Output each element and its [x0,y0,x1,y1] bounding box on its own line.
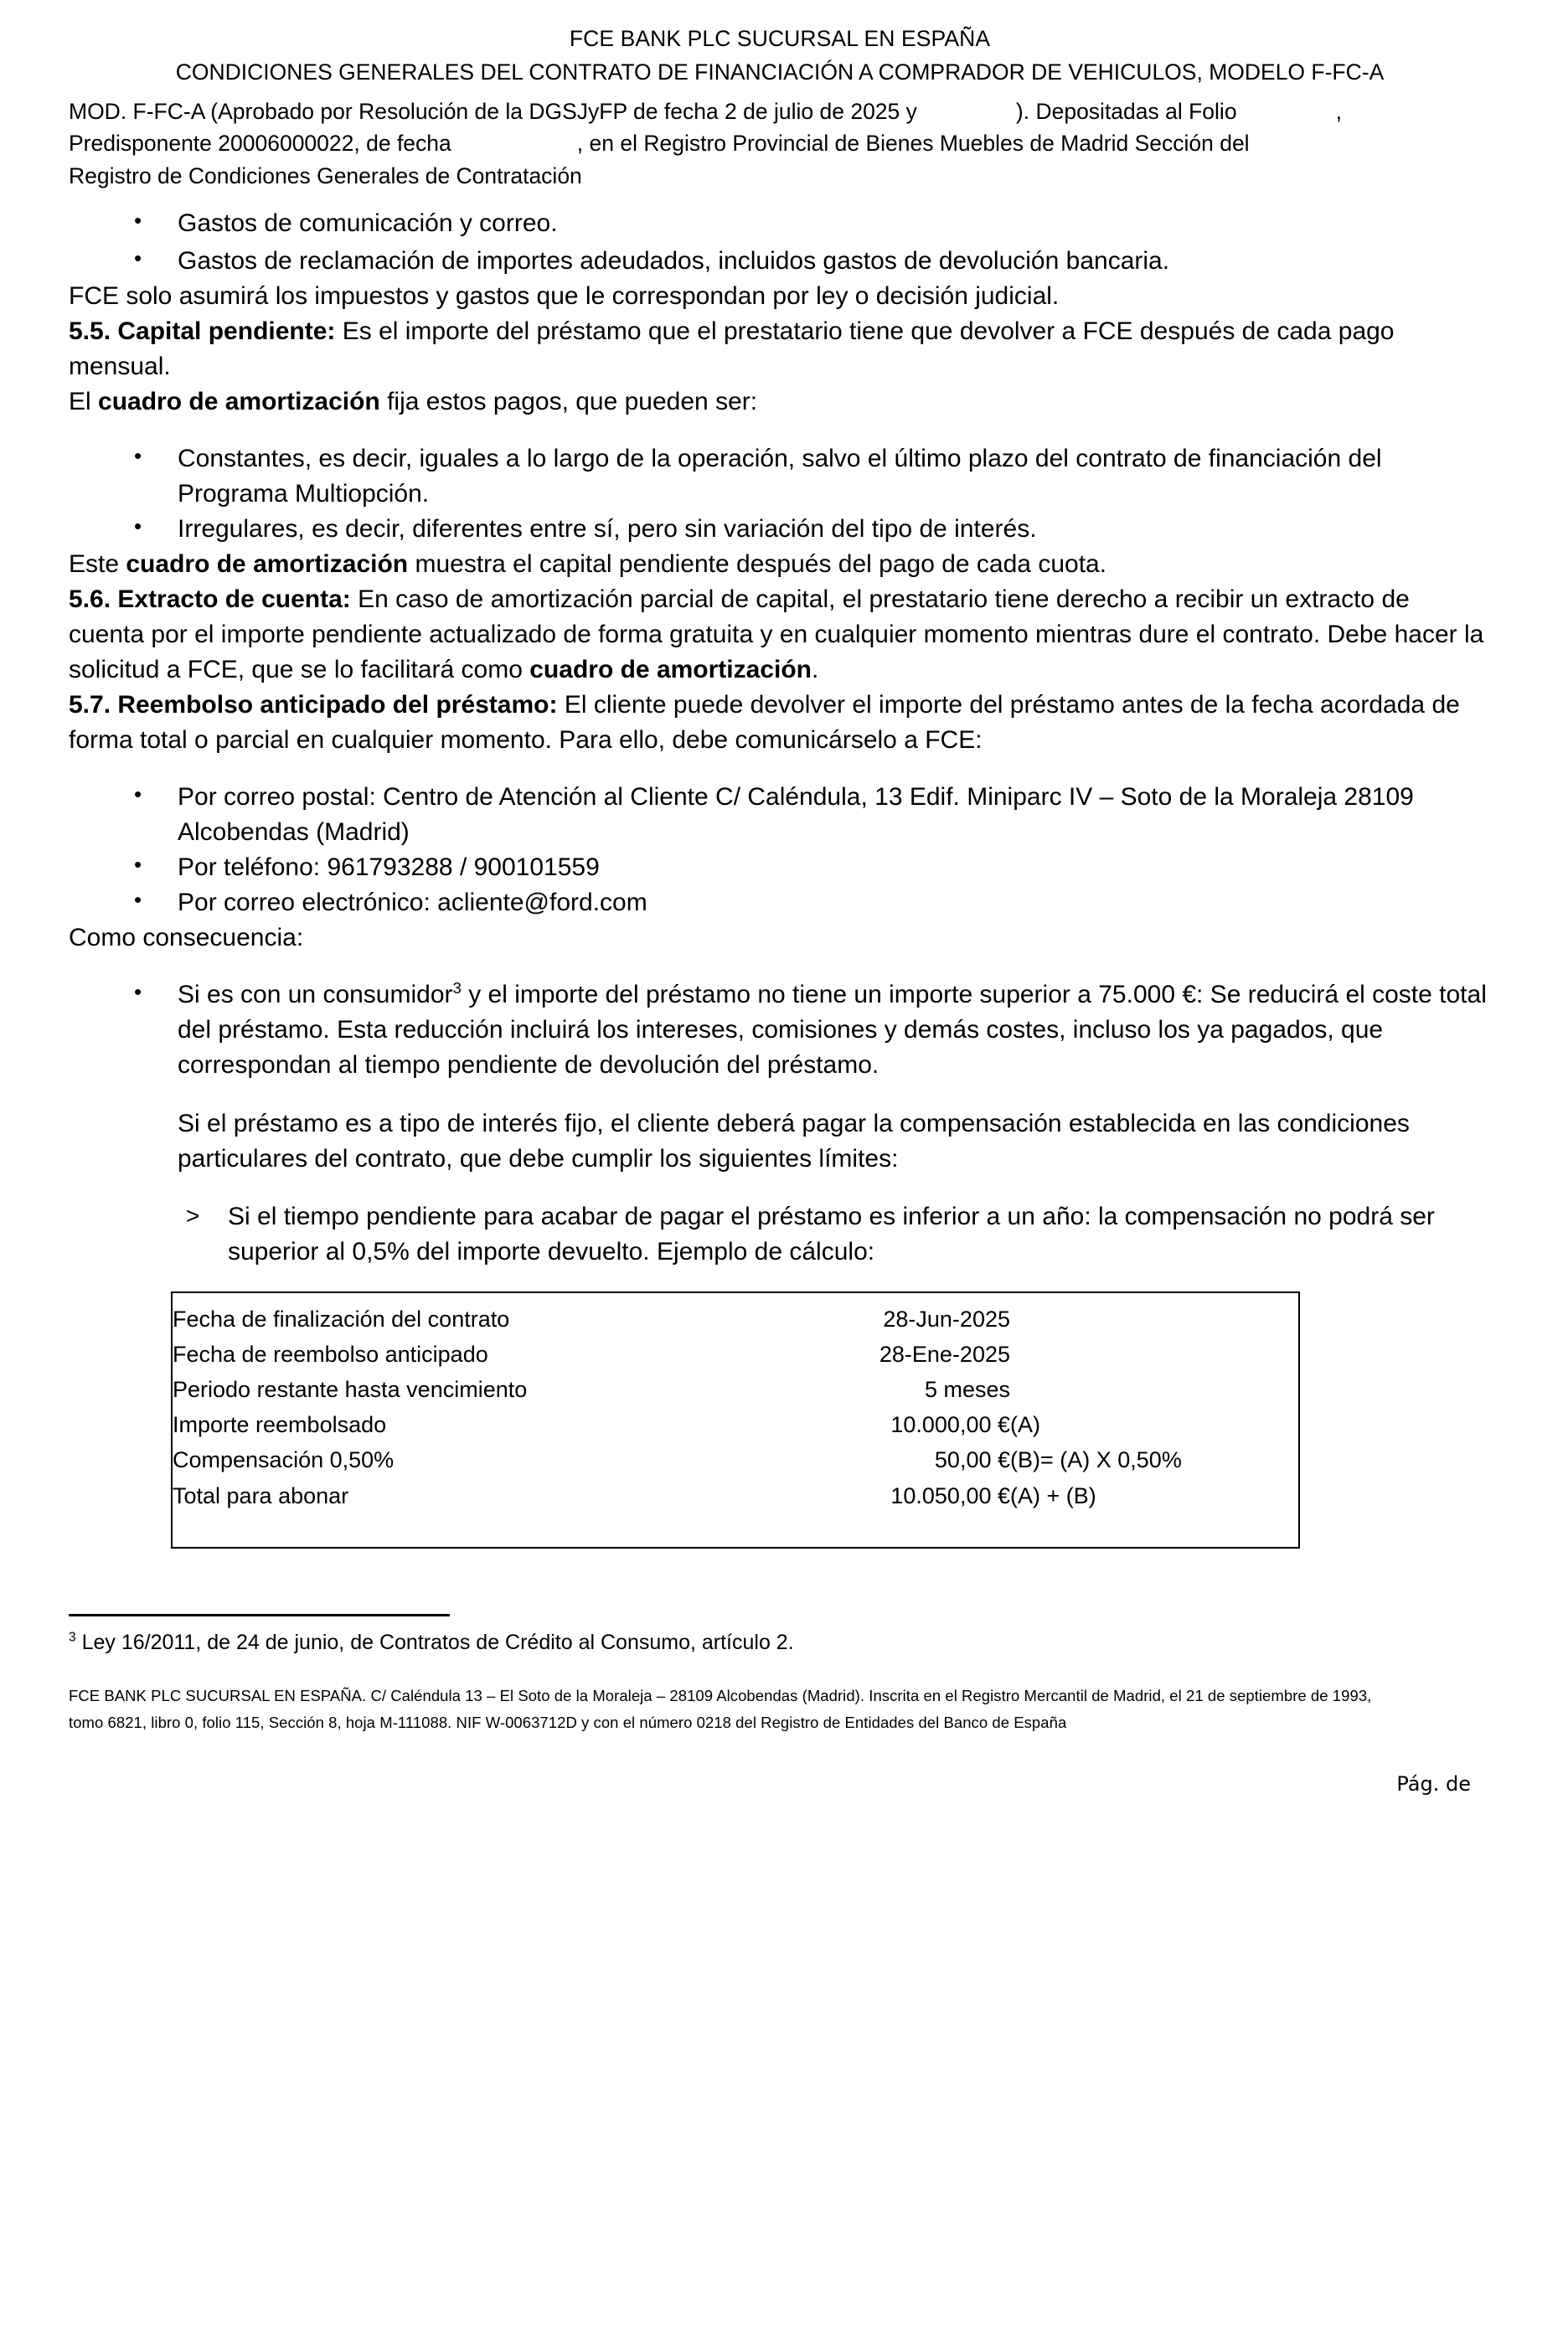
section-5-6-title: 5.6. Extracto de cuenta: [69,585,351,613]
contacto-bullet-list [69,780,1491,920]
footnote-separator [69,1614,450,1616]
table-cell-note: (B)= (A) X 0,50% [1010,1447,1182,1473]
list-item: • Constantes, es decir, iguales a lo largo de la operación, salvo el último plazo del contrato de financiación del Programa Multiopción. [69,441,1491,512]
limites-arrow-list [69,1199,1491,1270]
cuadro-fija-pre: El [69,387,99,415]
company-title: FCE BANK PLC SUCURSAL EN ESPAÑA [569,26,991,51]
section-5-7 [69,688,1491,758]
intro-text-3: , [1335,99,1342,125]
paragraph-cuadro-fija [69,384,1491,420]
paragraph-como-consecuencia: Como consecuencia: [69,923,304,951]
section-5-7-title: 5.7. Reembolso anticipado del préstamo: [69,690,558,719]
intro-text-4: Predisponente 20006000022, de fecha [69,131,451,157]
list-item: • Gastos de reclamación de importes adeudados, incluidos gastos de devolución bancaria. [69,244,1491,279]
table-row [173,1442,1298,1477]
list-item: • Por correo electrónico: acliente@ford.com [69,885,1491,920]
section-5-6-text-2: . [812,655,819,683]
table-cell-label: Periodo restante hasta vencimiento [173,1377,528,1403]
footnote-marker-3: 3 [452,978,462,997]
gastos-bullet-list [69,206,1491,279]
intro-text-5: , en el Registro Provincial de Bienes Muebles de Madrid Sección del [576,131,1250,157]
paragraph-cuadro-muestra [69,547,1491,582]
table-cell-value: 28-Jun-2025 [883,1306,1010,1332]
table-cell-value: 28-Ene-2025 [879,1341,1010,1367]
section-5-5-title: 5.5. Capital pendiente: [69,317,336,345]
cuadro-muestra-pre: Este [69,549,126,578]
footnote-body: Ley 16/2011, de 24 de junio, de Contratos de Crédito al Consumo, artículo 2. [75,1630,794,1654]
consumidor-text-1: Si es con un consumidor [178,980,453,1008]
cuadro-amortizacion-bold-3: cuadro de amortización [529,655,812,683]
footnote-number: 3 [69,1630,76,1645]
intro-text-2: ). Depositadas al Folio [1015,99,1237,125]
list-item: • Por correo postal: Centro de Atención al Cliente C/ Caléndula, 13 Edif. Miniparc IV – Soto de la Moraleja 28109 Alcobendas (Madrid) [69,780,1491,850]
footnote-text [69,1628,1491,1657]
registration-paragraph [69,95,1491,191]
list-item: • Gastos de comunicación y correo. [69,206,1491,241]
table-cell-note [1010,1372,1298,1407]
consumidor-text-2: y el importe del préstamo no tiene un importe superior a 75.000 €: Se reducirá el coste total del préstamo. Esta reducción incluirá los intereses, comisiones y demás costes, incluso los ya pagados, que correspondan al tiempo pendiente de devolución del préstamo. [178,980,1487,1079]
intro-text-1: MOD. F-FC-A (Aprobado por Resolución de la DGSJyFP de fecha 2 de julio de 2025 y [69,99,917,125]
table-row [173,1478,1298,1513]
table-cell-label: Fecha de finalización del contrato [173,1306,510,1332]
table-row [173,1407,1298,1442]
list-item: • Por teléfono: 961793288 / 900101559 [69,850,1491,885]
footer-line-2: tomo 6821, libro 0, folio 115, Sección 8, hoja M-111088. NIF W-0063712D y con el número 0218 del Registro de Entidades del Banco de España [69,1713,1067,1731]
table-cell-value: 5 meses [924,1377,1010,1403]
list-item: • Irregulares, es decir, diferentes entre sí, pero sin variación del tipo de interés. [69,512,1491,547]
consumidor-bullet-list [69,977,1491,1083]
cuadro-amortizacion-bold-2: cuadro de amortización [126,549,409,578]
section-5-7-text: El cliente puede devolver el importe del préstamo antes de la fecha acordada de forma total o parcial en cualquier momento. Para ello, debe comunicárselo a FCE: [69,690,1460,754]
cuadro-amortizacion-bold-1: cuadro de amortización [98,387,380,415]
table-cell-note [1010,1337,1298,1372]
table-cell-value: 10.050,00 € [890,1482,1010,1508]
page-footer [69,1683,1491,1736]
intro-text-6: Registro de Condiciones Generales de Contratación [69,162,582,188]
footer-line-1: FCE BANK PLC SUCURSAL EN ESPAÑA. C/ Caléndula 13 – El Soto de la Moraleja – 28109 Alcobendas (Madrid). Inscrita en el Registro Mercantil de Madrid, el 21 de septiembre de 1993, [69,1686,1372,1704]
table-cell-note [1010,1302,1298,1337]
paragraph-tipo-fijo: Si el préstamo es a tipo de interés fijo, el cliente deberá pagar la compensación establecida en las condiciones particulares del contrato, que debe cumplir los siguientes límites: [178,1109,1410,1173]
section-5-6 [69,582,1491,688]
document-subtitle: CONDICIONES GENERALES DEL CONTRATO DE FINANCIACIÓN A COMPRADOR DE VEHICULOS, MODELO F-FC-A [175,59,1385,85]
table-cell-label: Total para abonar [173,1482,349,1508]
paragraph-impuestos: FCE solo asumirá los impuestos y gastos que le correspondan por ley o decisión judicial. [69,281,1060,310]
table-row [173,1372,1298,1407]
table-cell-value: 10.000,00 € [890,1412,1010,1438]
table-row [173,1302,1298,1337]
section-5-5 [69,314,1491,384]
table-row [173,1337,1298,1372]
table-cell-label: Importe reembolsado [173,1412,387,1438]
page-number: Pág. de [1396,1772,1471,1797]
cuadro-muestra-post: muestra el capital pendiente después del pago de cada cuota. [408,549,1107,578]
list-item [69,977,1491,1083]
table-cell-label: Compensación 0,50% [173,1447,395,1473]
table-cell-value: 50,00 € [934,1447,1010,1473]
table-cell-note: (A) [1010,1412,1040,1438]
table-cell-note: (A) + (B) [1010,1482,1096,1508]
section-5-6-text-1: En caso de amortización parcial de capital, el prestatario tiene derecho a recibir un extracto de cuenta por el importe pendiente actualizado de forma gratuita y en cualquier momento mientras dure el contrato. Debe hacer la solicitud a FCE, que se lo facilitará como [69,585,1484,683]
pagos-bullet-list [69,441,1491,547]
ejemplo-calculo-table [171,1291,1300,1549]
section-5-5-text: Es el importe del préstamo que el prestatario tiene que devolver a FCE después de cada pago mensual. [69,317,1395,380]
cuadro-fija-post: fija estos pagos, que pueden ser: [379,387,758,415]
list-item: > Si el tiempo pendiente para acabar de pagar el préstamo es inferior a un año: la compensación no podrá ser superior al 0,5% del importe devuelto. Ejemplo de cálculo: [69,1199,1491,1270]
table-cell-label: Fecha de reembolso anticipado [173,1341,488,1367]
